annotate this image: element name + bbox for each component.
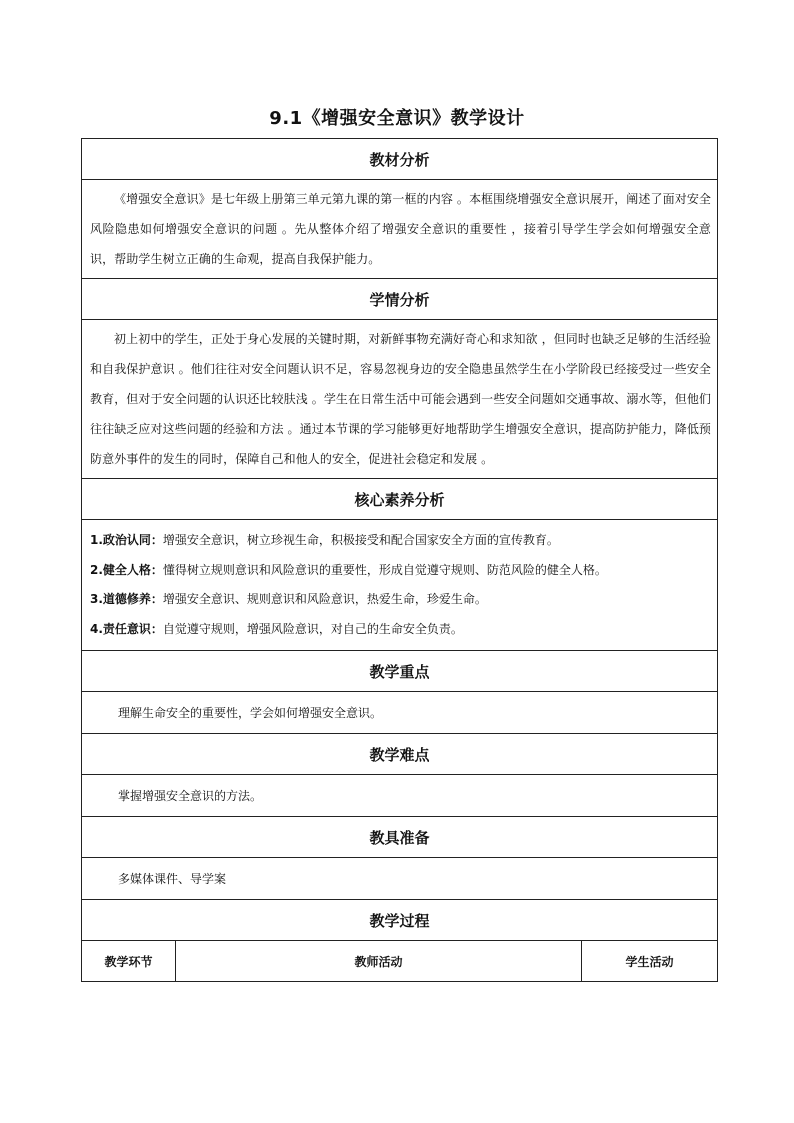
core-item: [90, 585, 709, 615]
core-literacy-cell: [82, 520, 718, 651]
core-item-text: 增强安全意识，树立珍视生命，积极接受和配合国家安全方面的宣传教育。: [162, 533, 559, 547]
section-header-row: [82, 900, 718, 941]
core-literacy-heading: 核心素养分析: [82, 479, 718, 520]
column-header-stage: 教学环节: [82, 941, 176, 982]
textbook-analysis-heading: 教材分析: [82, 139, 718, 180]
core-item-label: 4.责任意识：: [90, 621, 163, 636]
student-analysis-heading: 学情分析: [82, 279, 718, 320]
section-header-row: [82, 651, 718, 692]
section-header-row: [82, 279, 718, 320]
difficulty-heading: 教学难点: [82, 734, 718, 775]
section-body-row: [82, 858, 718, 900]
document-title: 9.1《增强安全意识》教学设计: [269, 108, 525, 129]
core-item-label: 2.健全人格：: [90, 562, 163, 577]
column-header-student-activity: 学生活动: [582, 941, 718, 982]
column-header-teacher-activity: 教师活动: [176, 941, 582, 982]
key-point-heading: 教学重点: [82, 651, 718, 692]
core-item: [90, 615, 709, 645]
core-item-text: 增强安全意识、规则意识和风险意识，热爱生命，珍爱生命。: [162, 592, 487, 606]
difficulty-text: 掌握增强安全意识的方法。: [82, 775, 718, 817]
core-item-label: 3.道德修养：: [90, 592, 163, 606]
core-item-text: 懂得树立规则意识和风险意识的重要性，形成自觉遵守规则、防范风险的健全人格。: [162, 562, 607, 577]
core-item-text: 自觉遵守规则，增强风险意识，对自己的生命安全负责。: [162, 621, 463, 636]
materials-heading: 教具准备: [82, 817, 718, 858]
lesson-plan-table: [81, 138, 718, 982]
section-header-row: [82, 734, 718, 775]
core-item: [90, 526, 709, 556]
student-analysis-text: 初上初中的学生，正处于身心发展的关键时期，对新鲜事物充满好奇心和求知欲 ，但同时也缺乏足够的生活经验和自我保护意识 。他们往往对安全问题认识不足，容易忽视身边的安全隐患虽然学生在小学阶段已经接受过一些安全教育，但对于安全问题的认识还比较肤浅 。学生在日常生活中可能会遇到一些安全问题如交通事故、溺水等，但他们往往缺乏应对这些问题的经验和方法 。通过本节课的学习能够更好地帮助学生增强安全意识，提高防护能力，降低预防意外事件的发生的同时，保障自己和他人的安全，促进社会稳定和发展 。: [90, 332, 712, 466]
core-item: [90, 556, 709, 586]
section-header-row: [82, 817, 718, 858]
section-body-row: [82, 520, 718, 651]
key-point-text: 理解生命安全的重要性，学会如何增强安全意识。: [82, 692, 718, 734]
materials-text: 多媒体课件、导学案: [82, 858, 718, 900]
section-body-row: [82, 775, 718, 817]
textbook-analysis-text: 《增强安全意识》是七年级上册第三单元第九课的第一框的内容 。本框围绕增强安全意识展开，阐述了面对安全风险隐患如何增强安全意识的问题 。先从整体介绍了增强安全意识的重要性 ，接着引导学生学会如何增强安全意识，帮助学生树立正确的生命观，提高自我保护能力。: [90, 192, 712, 266]
textbook-analysis-cell: [82, 180, 718, 279]
process-column-header-row: [82, 941, 718, 982]
section-body-row: [82, 320, 718, 479]
student-analysis-cell: [82, 320, 718, 479]
core-item-label: 1.政治认同：: [90, 533, 163, 547]
process-heading: 教学过程: [82, 900, 718, 941]
section-body-row: [82, 692, 718, 734]
section-body-row: [82, 180, 718, 279]
section-header-row: [82, 139, 718, 180]
section-header-row: [82, 479, 718, 520]
